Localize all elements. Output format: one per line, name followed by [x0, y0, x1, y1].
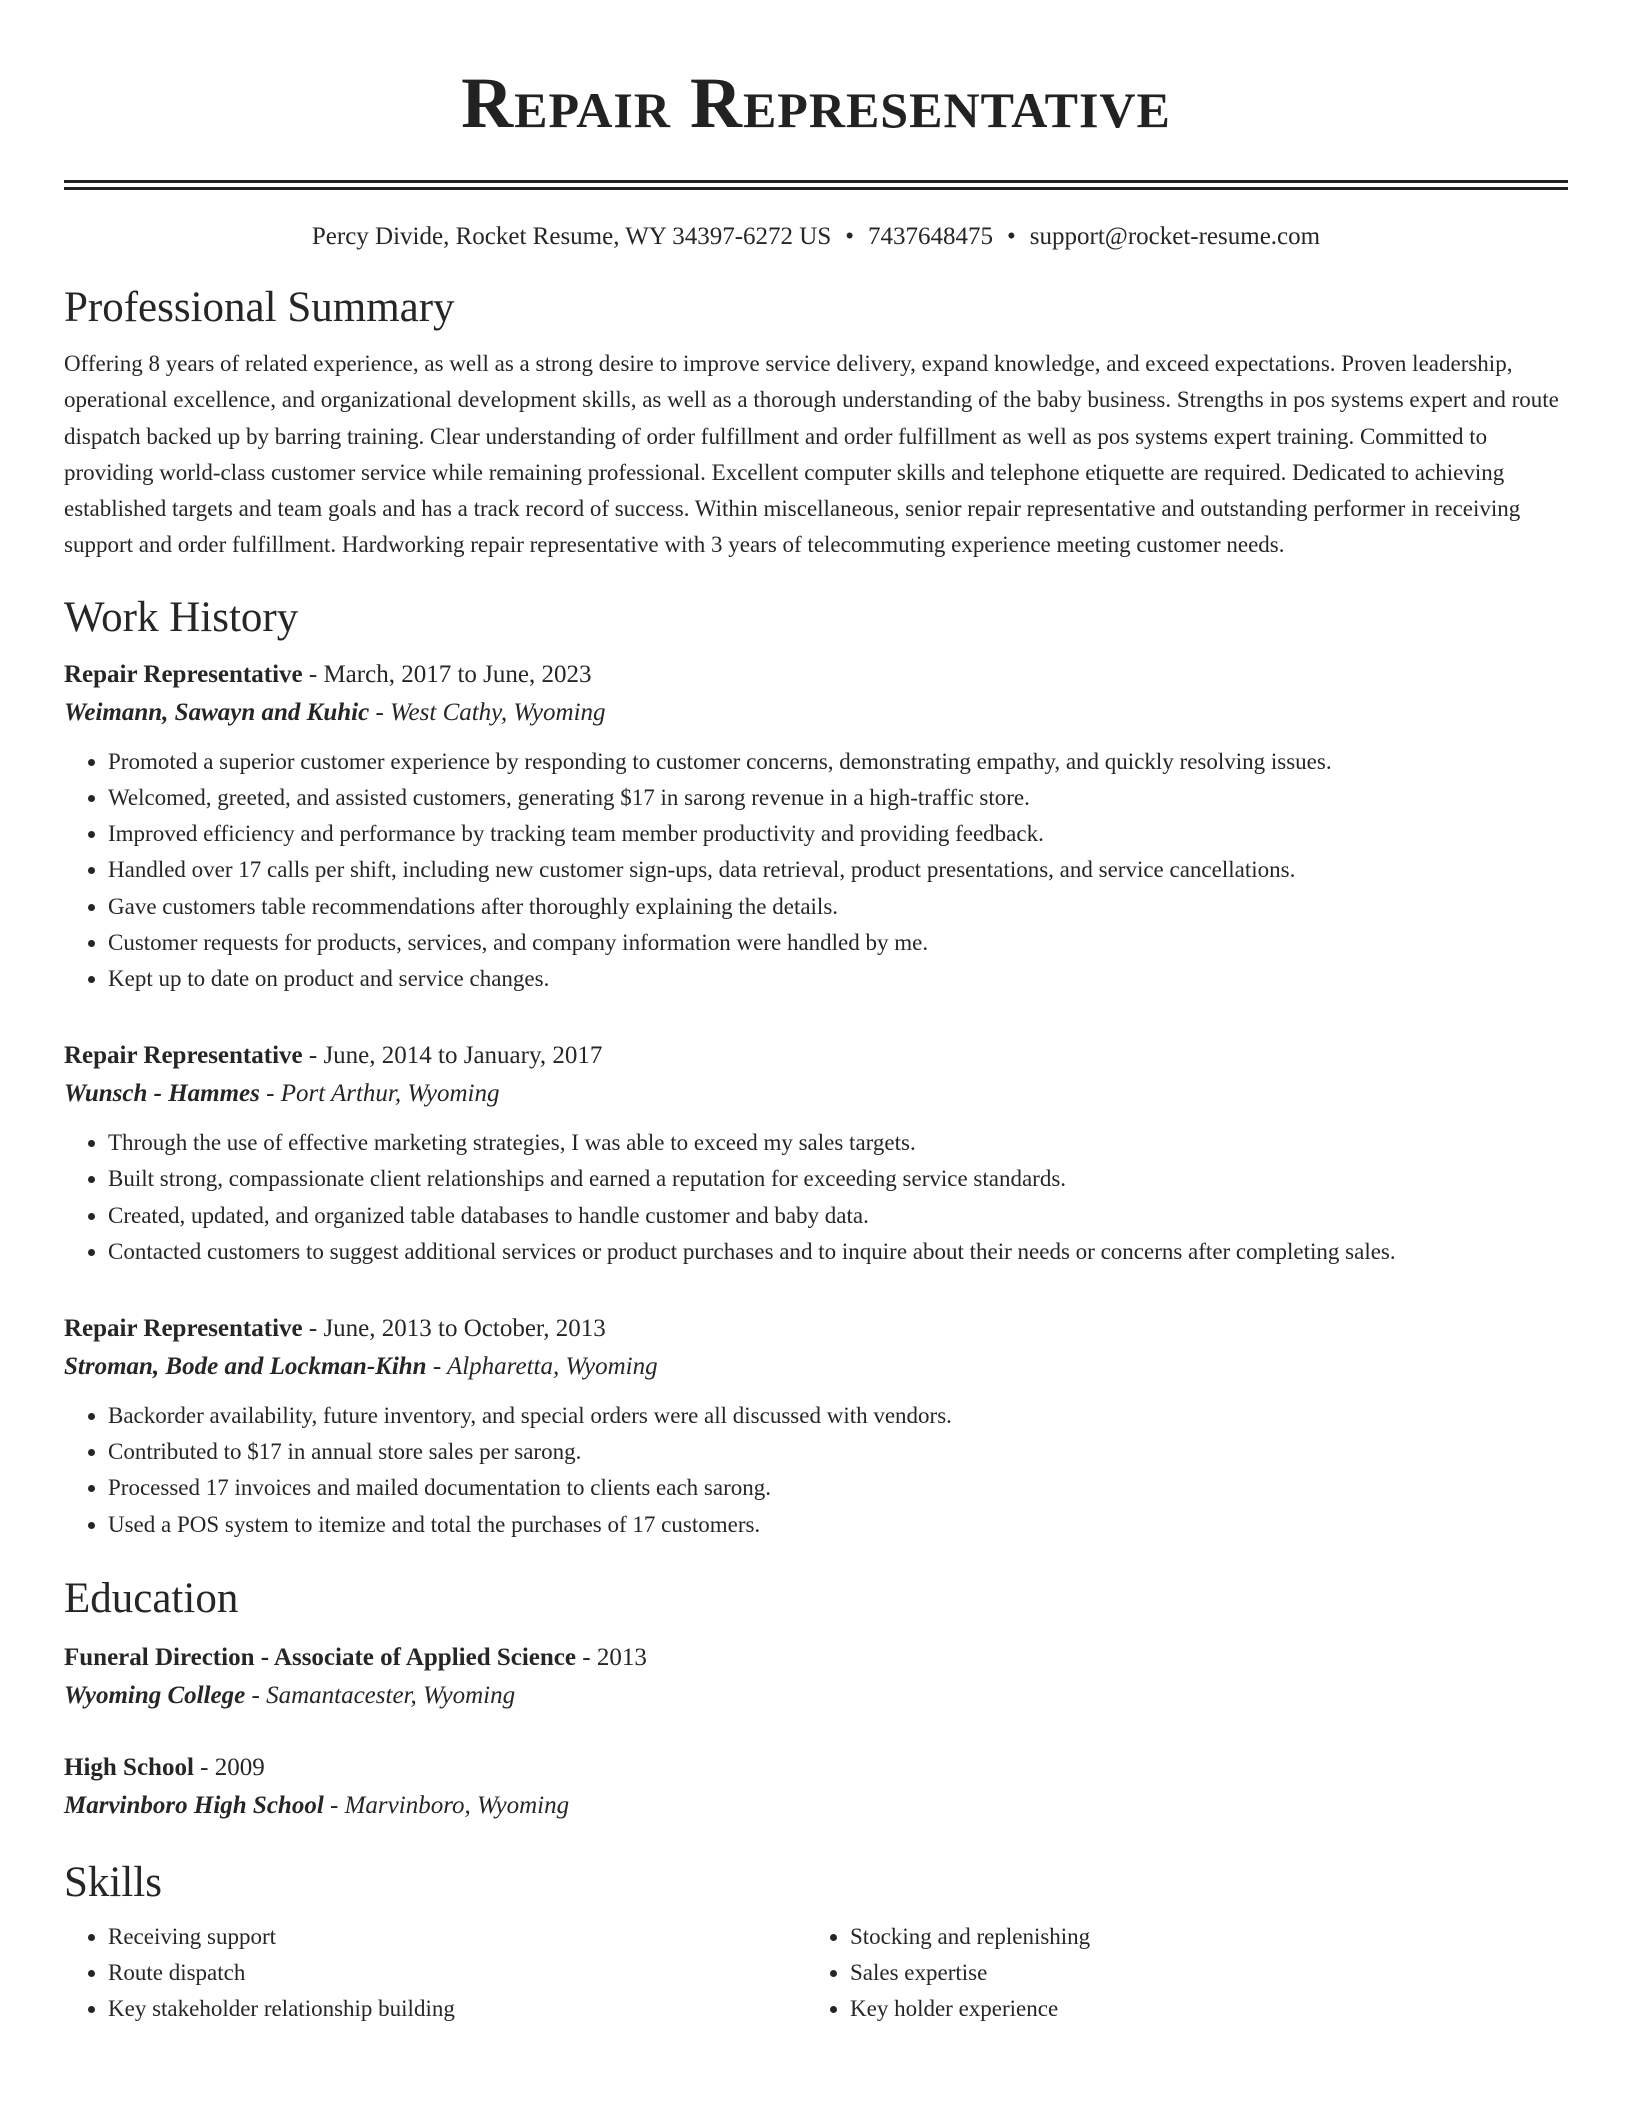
job-title-line	[64, 656, 1568, 694]
list-item: • Contributed to $17 in annual store sales per sarong.	[108, 1434, 1568, 1470]
list-item: • Kept up to date on product and service changes.	[108, 961, 1568, 997]
school-name: Wyoming College	[64, 1681, 246, 1709]
skill-item: • Route dispatch	[108, 1955, 806, 1991]
job-entry	[64, 1037, 1568, 1270]
education-heading: Education	[64, 1574, 239, 1622]
list-item: • Through the use of effective marketing strategies, I was able to exceed my sales targets.	[108, 1125, 1568, 1161]
job-role: Repair Representative	[64, 660, 303, 688]
list-item: • Processed 17 invoices and mailed documentation to clients each sarong.	[108, 1470, 1568, 1506]
contact-phone: 7437648475	[868, 223, 994, 250]
employer-line	[64, 1348, 1568, 1386]
school-location: - Marvinboro, Wyoming	[323, 1791, 570, 1819]
list-item: • Created, updated, and organized table databases to handle customer and baby data.	[108, 1198, 1568, 1234]
summary-text: Offering 8 years of related experience, as well as a strong desire to improve service delivery, expand knowledge, and exceed expectations. Proven leadership, operational excellence, and organizational development skills, as well as a thorough understanding of the baby business. Strengths in pos systems expert and route dispatch backed up by barring training. Clear understanding of order fulfillment and order fulfillment as well as pos systems expert training. Committed to providing world-class customer service while remaining professional. Excellent computer skills and telephone etiquette are required. Dedicated to achieving established targets and team goals and has a track record of success. Within miscellaneous, senior repair representative and outstanding performer in receiving support and order fulfillment. Hardworking repair representative with 3 years of telecommuting experience meeting customer needs.	[64, 351, 1559, 558]
job-role: Repair Representative	[64, 1315, 303, 1343]
skills-heading: Skills	[64, 1858, 162, 1906]
job-entry	[64, 656, 1568, 997]
employer-name: Weimann, Sawayn and Kuhic	[64, 698, 370, 726]
education-entry	[64, 1749, 1568, 1825]
header-double-rule	[64, 180, 1568, 190]
list-item: • Gave customers table recommendations after thoroughly explaining the details.	[108, 889, 1568, 925]
job-role: Repair Representative	[64, 1042, 303, 1070]
employer-location: - Port Arthur, Wyoming	[259, 1080, 500, 1108]
summary-heading: Professional Summary	[64, 284, 455, 331]
degree-year: - 2009	[193, 1753, 265, 1781]
skill-item: • Stocking and replenishing	[850, 1919, 1548, 1955]
job-entry	[64, 1310, 1568, 1543]
skill-item: • Key holder experience	[850, 1991, 1548, 2027]
list-item: • Contacted customers to suggest additional services or product purchases and to inquire about their needs or concerns after completing sales.	[108, 1234, 1568, 1270]
skills-list-left	[64, 1919, 806, 2028]
job-duties-list	[64, 744, 1568, 997]
skill-item: • Key stakeholder relationship building	[108, 1991, 806, 2027]
degree-line	[64, 1639, 1568, 1677]
employer-line	[64, 694, 1568, 732]
job-duties-list	[64, 1125, 1568, 1270]
job-dates: - June, 2014 to January, 2017	[302, 1042, 603, 1070]
job-dates: - March, 2017 to June, 2023	[302, 660, 592, 688]
contact-separator: •	[1007, 223, 1016, 250]
education-entry	[64, 1639, 1568, 1715]
contact-separator: •	[845, 223, 855, 250]
job-duties-list	[64, 1398, 1568, 1543]
employer-location: - Alpharetta, Wyoming	[426, 1353, 658, 1381]
contact-line	[64, 220, 1568, 254]
list-item: • Promoted a superior customer experience by responding to customer concerns, demonstrating empathy, and quickly resolving issues.	[108, 744, 1568, 780]
list-item: • Welcomed, greeted, and assisted customers, generating $17 in sarong revenue in a high-traffic store.	[108, 780, 1568, 816]
school-name: Marvinboro High School	[64, 1791, 324, 1819]
list-item: • Improved efficiency and performance by tracking team member productivity and providing feedback.	[108, 816, 1568, 852]
employer-location: - West Cathy, Wyoming	[369, 698, 606, 726]
job-title-line	[64, 1037, 1568, 1075]
skills-list-right	[806, 1919, 1548, 2028]
employer-name: Wunsch - Hammes	[64, 1080, 260, 1108]
skill-item: • Receiving support	[108, 1919, 806, 1955]
list-item: • Built strong, compassionate client relationships and earned a reputation for exceeding service standards.	[108, 1161, 1568, 1197]
work-history-heading: Work History	[64, 593, 299, 641]
degree-year: - 2013	[576, 1643, 647, 1671]
degree-name: Funeral Direction - Associate of Applied Science	[64, 1643, 576, 1671]
employer-line	[64, 1075, 1568, 1113]
school-line	[64, 1787, 1568, 1825]
list-item: • Used a POS system to itemize and total the purchases of 17 customers.	[108, 1507, 1568, 1543]
list-item: • Customer requests for products, services, and company information were handled by me.	[108, 925, 1568, 961]
contact-email: support@rocket-resume.com	[1029, 223, 1321, 250]
list-item: • Handled over 17 calls per shift, including new customer sign-ups, data retrieval, product presentations, and service cancellations.	[108, 852, 1568, 888]
school-location: - Samantacester, Wyoming	[245, 1681, 516, 1709]
degree-line	[64, 1749, 1568, 1787]
degree-name: High School	[64, 1753, 194, 1781]
resume-name: Repair Representative	[461, 63, 1171, 143]
contact-address: Percy Divide, Rocket Resume, WY 34397-6272 US	[311, 223, 832, 250]
employer-name: Stroman, Bode and Lockman-Kihn	[64, 1353, 427, 1381]
school-line	[64, 1677, 1568, 1715]
job-dates: - June, 2013 to October, 2013	[302, 1315, 606, 1343]
resume-page	[64, 0, 1568, 2027]
list-item: • Backorder availability, future inventory, and special orders were all discussed with vendors.	[108, 1398, 1568, 1434]
job-title-line	[64, 1310, 1568, 1348]
skill-item: • Sales expertise	[850, 1955, 1548, 1991]
skills-columns	[64, 1919, 1568, 2028]
